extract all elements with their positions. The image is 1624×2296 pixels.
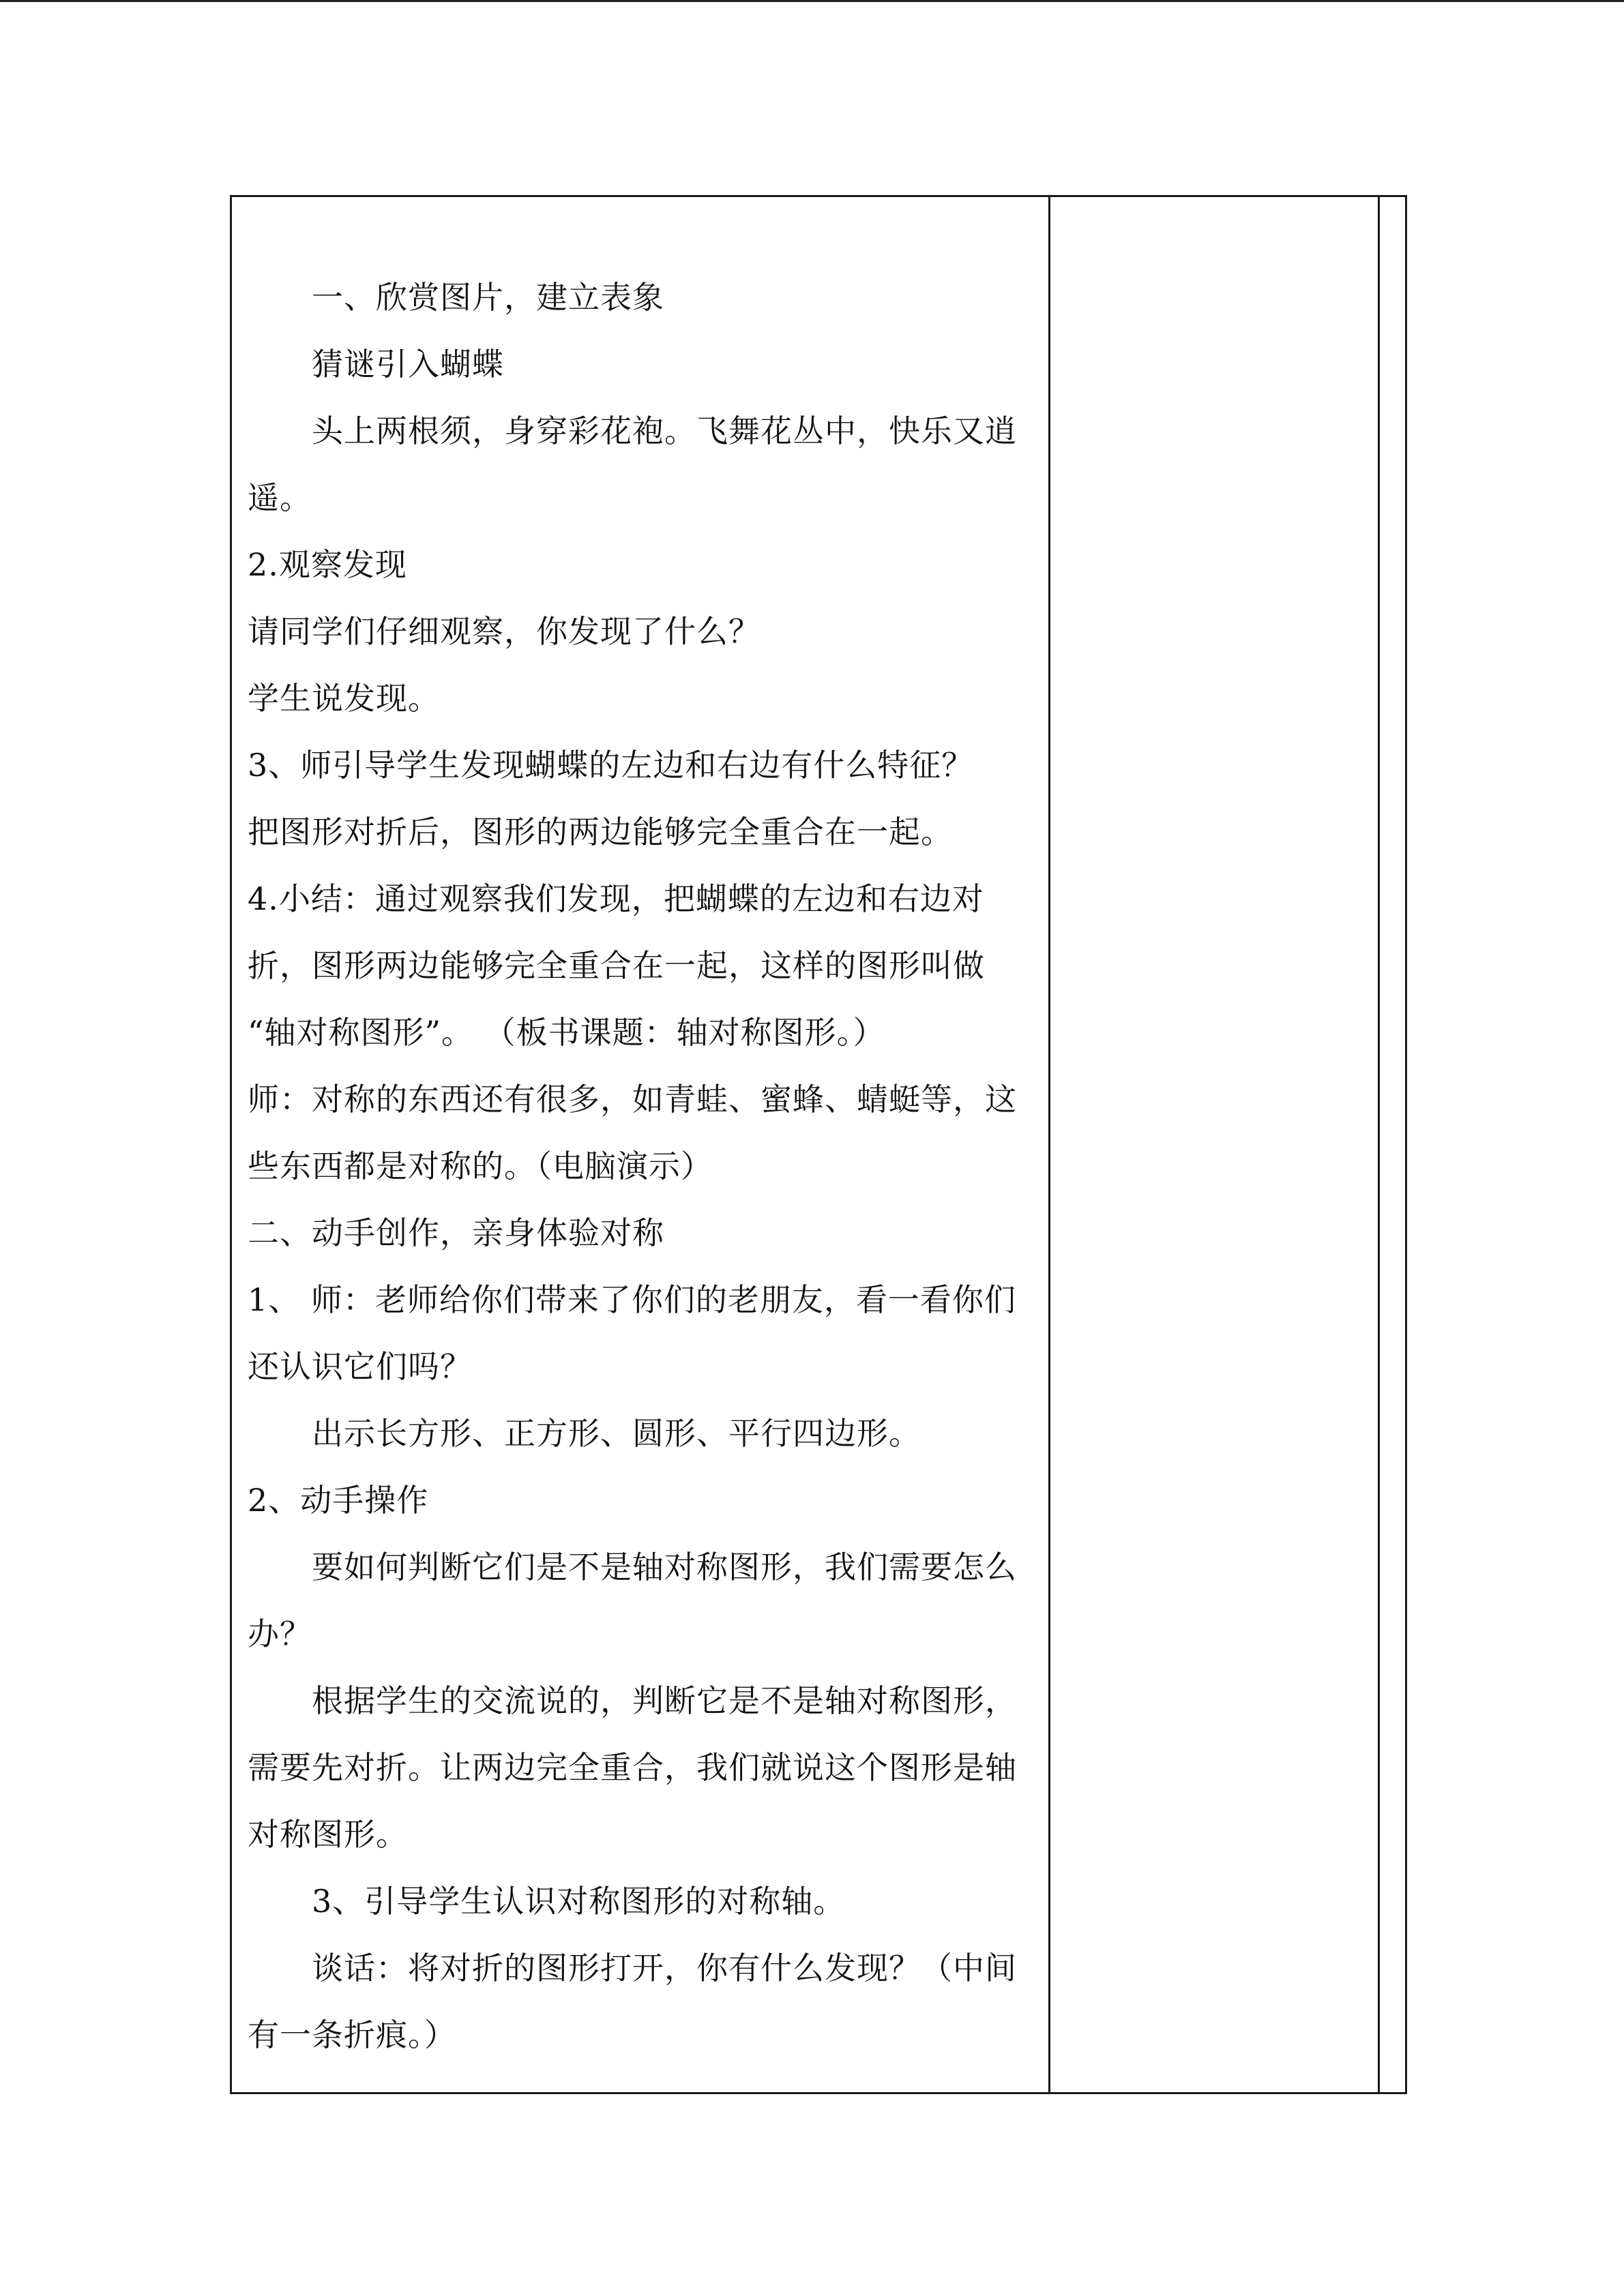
text-line: “轴对称图形”。 （板书课题：轴对称图形。） [248, 1014, 885, 1051]
text-line: 请同学们仔细观察，你发现了什么？ [248, 613, 761, 650]
text-line: 猜谜引入蝴蝶 [312, 346, 504, 383]
step-heading-axis: 3、引导学生认识对称图形的对称轴。 [312, 1883, 846, 1920]
step-heading-operate: 2、动手操作 [248, 1482, 429, 1519]
section-heading-appreciate: 一、欣赏图片，建立表象 [312, 279, 664, 316]
text-line: 学生说发现。 [248, 680, 440, 717]
step-heading-observe: 2.观察发现 [248, 546, 407, 583]
text-line: 有一条折痕。） [248, 2016, 456, 2053]
text-line: 需要先对折。让两边完全重合，我们就说这个图形是轴 [248, 1749, 1017, 1786]
text-line: 还认识它们吗？ [248, 1348, 472, 1385]
section-heading-hands-on: 二、动手创作，亲身体验对称 [248, 1214, 664, 1251]
text-line: 办？ [248, 1615, 312, 1652]
page-top-border [0, 0, 1624, 2]
riddle-line-continued: 遥。 [248, 479, 312, 516]
text-line: 根据学生的交流说的，判断它是不是轴对称图形， [312, 1682, 1017, 1719]
text-line: 要如何判断它们是不是轴对称图形，我们需要怎么 [312, 1549, 1017, 1585]
teaching-process-cell [232, 197, 1048, 2092]
step-heading-guide: 3、师引导学生发现蝴蝶的左边和右边有什么特征？ [248, 747, 974, 784]
text-line: 师：对称的东西还有很多，如青蛙、蜜蜂、蜻蜓等，这 [248, 1081, 1017, 1118]
step-heading-summary: 4.小结：通过观察我们发现，把蝴蝶的左边和右边对 [248, 880, 984, 917]
lesson-plan-table [230, 195, 1407, 2094]
text-line: 把图形对折后，图形的两边能够完全重合在一起。 [248, 814, 953, 850]
text-line: 些东西都是对称的。（电脑演示） [248, 1148, 713, 1184]
notes-cell [1050, 197, 1378, 2092]
step-heading-teacher: 1、 师：老师给你们带来了你们的老朋友，看一看你们 [248, 1281, 1016, 1318]
text-line: 对称图形。 [248, 1816, 408, 1853]
text-line: 谈话：将对折的图形打开，你有什么发现？（中间 [312, 1950, 1017, 1986]
text-line: 折，图形两边能够完全重合在一起，这样的图形叫做 [248, 947, 985, 984]
riddle-line: 头上两根须，身穿彩花袍。飞舞花丛中，快乐又逍 [312, 413, 1017, 449]
narrow-margin-cell [1380, 197, 1405, 2092]
text-line: 出示长方形、正方形、圆形、平行四边形。 [312, 1415, 921, 1452]
